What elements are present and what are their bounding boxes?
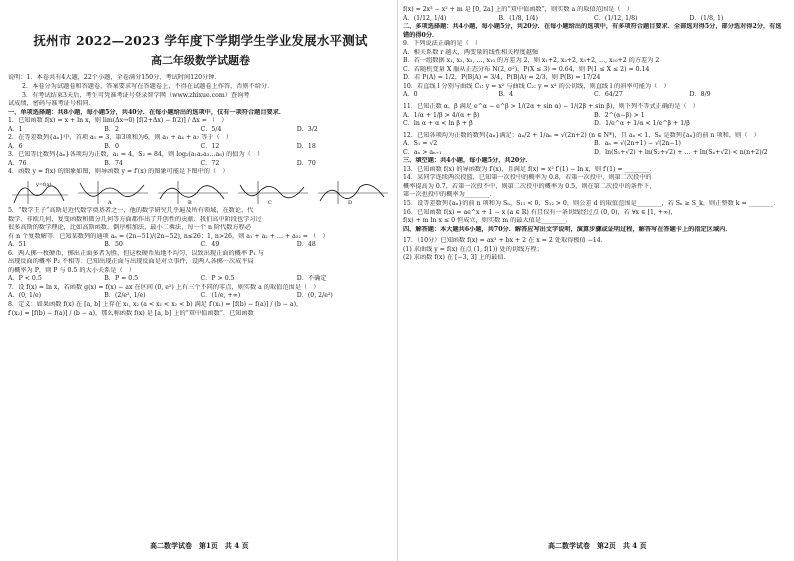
page-footer-right: 高二数学试卷 第2页 共 4 页 xyxy=(548,541,647,550)
question-14-line: 14．某同学连续两次投篮，已知第一次投中的概率为 0.8，若第一次投中，则第二次投中的 xyxy=(403,174,652,182)
question-4: 4．函数 y = f(x) 的图象如图，则导函数 y = f′(x) 的图象可能是下图中的（ ） xyxy=(8,168,229,176)
question-14-line: 第一次也投中的概率为________． xyxy=(403,191,496,199)
question-11: 11．已知正数 α，β 满足 e^α − e^β > 1/(2α + sin α) − 1/(2β + sin β)，则下列不等式正确的是（ ） xyxy=(403,103,699,111)
question-10-options xyxy=(403,91,785,100)
graph-option-b xyxy=(158,181,228,205)
question-12: 12．已知各项均为正数的数列{aₙ}满足：aₙ/2 + 1/aₙ = √(2n+2) (n ∈ N*)，且 aₙ < 1，Sₙ 是数列{aₙ}的前 n 项和，则（ ） xyxy=(403,131,760,139)
question-9: 9．下列说法正确的是（ ） xyxy=(403,40,482,48)
option: C．49 xyxy=(200,241,220,249)
page-footer-left: 高二数学试卷 第1页 共 4 页 xyxy=(150,541,249,550)
note-line: 3．有考试结束3天后，考生可凭准考证号登录智学网（www.zhixue.com）查询考 xyxy=(22,91,250,99)
option: D．不确定 xyxy=(296,275,327,283)
exam-subtitle: 高二年级数学试题卷 xyxy=(151,54,250,68)
option: C．12 xyxy=(200,142,220,150)
page-fold xyxy=(397,0,398,561)
question-3-options xyxy=(8,160,393,169)
question-16-line: 16．已知函数 f(x) = ae^x + 1 − x (a ∈ R) 有且仅有一条切线经过点 (0, 0)，若 ∀x ∈ [1, +∞)， xyxy=(403,208,677,216)
graph-label: B xyxy=(188,199,192,205)
question-5-line: 很多高斯的数学理论，比如高斯函数、倒序相加法、最小二乘法、每一个 n 阶代数方程必 xyxy=(8,224,252,232)
option: B．2 xyxy=(104,125,119,133)
option: D．(0, 2/e²) xyxy=(296,292,333,300)
option: D．3/2 xyxy=(296,125,318,133)
graph-option-d xyxy=(318,181,388,205)
question-5-line: 数学、非欧几何、复变函数和微分几何等方面都作出了开创性的贡献．我们高中阶段也学习过 xyxy=(8,215,262,223)
option: B．4 xyxy=(498,91,514,99)
option: B．74 xyxy=(104,159,123,167)
section-heading: 一、单项选择题：共8小题，每小题5分，共40分．在每小题给出的选项中，仅有一项符合题目要求． xyxy=(8,108,286,116)
question-13: 13．已知函数 f(x) 的导函数为 f′(x)，且满足 f(x) = x² f′(1) − ln x，则 f′(1) = ________． xyxy=(403,165,656,173)
option: A．0 xyxy=(403,91,418,99)
question-3: 3．已知等比数列{aₙ}各项均为正数，a₁ = 4，S₂ = 84，则 log₂(a₁a₂a₃…a₆) 的值为（ ） xyxy=(8,151,264,159)
question-6-line: 6．两人掷一枚硬币，掷出正面多者为胜，但这枚硬币质地不均匀，以致出现正面的概率 P₁ 与 xyxy=(8,249,264,257)
option: A．(1/12, 1/4) xyxy=(403,14,447,22)
section-heading: 二、多项选择题：共4小题，每小题5分，共20分．在每小题给出的选项中，有多项符合题目要求．全部选对得5分，部分选对得2分，有选错的得0分． xyxy=(403,23,782,39)
question-6-line: 出现反面的概率 P₂ 不相等．已知出现正面与出现反面是对立事件，设两人各掷一次成平局 xyxy=(8,258,254,266)
option: D．(1/8, 1) xyxy=(689,14,724,22)
question-7-options xyxy=(8,292,393,301)
question-14-line: 概率提高为 0.7，若第一次投不中，则第二次投中的概率为 0.5，则在第二次投中的条件下， xyxy=(403,182,656,190)
option: D．若 P(A) = 1/2，P(B|A) = 3/4，P(B|Ā) = 2/3，则 P(B) = 17/24 xyxy=(403,74,601,82)
option: D．70 xyxy=(296,159,316,167)
option: B．0 xyxy=(104,142,119,150)
option: B．50 xyxy=(104,241,123,249)
option: B．(1/8, 1/4) xyxy=(498,14,538,22)
left-page xyxy=(8,6,393,553)
question-17-part: (1) 求曲线 y = f(x) 在点 (1, f(1)) 处的切线方程； xyxy=(403,245,543,253)
option: A．51 xyxy=(8,241,27,249)
option: B．P = 0.5 xyxy=(104,275,139,283)
option: C．(1/e, +∞) xyxy=(200,292,241,300)
exam-title: 抚州市 2022—2023 学年度下学期学生学业发展水平测试 xyxy=(33,33,368,48)
graph-original xyxy=(12,181,68,204)
option: C．64/27 xyxy=(594,91,623,99)
option: B．若一组数据 x₁, x₂, x₃, …, x₁₀ 的方差为 2，则 x₁+2, x₂+2, x₃+2, …, x₁₀+2 的方差为 2 xyxy=(403,57,660,65)
option: B．aₙ = √(2n+1) − √(2n−1) xyxy=(594,140,681,148)
graph-option-c xyxy=(238,181,308,205)
question-8-options xyxy=(403,15,785,24)
graph-label: D xyxy=(348,199,353,205)
option: D．18 xyxy=(296,142,316,150)
option: D．8/9 xyxy=(689,91,711,99)
graph-label: C xyxy=(268,199,272,205)
option: D．1/e^α + 1/α < 1/e^β + 1/β xyxy=(594,120,690,128)
option: A．6 xyxy=(8,142,23,150)
question-7: 7．设 f(x) = ln x，若函数 g(x) = f(x) − ax 在区间 (0, e²) 上有三个不同的零点，则实数 a 的取值范围是（ ） xyxy=(8,283,320,291)
question-15: 15．设等差数列{aₙ}的前 n 项和为 Sₙ，S₁₁ < 0，S₁₂ > 0，则公差 d 的取值范围是________，若 Sₙ ≥ S_k，则正整数 k = ________． xyxy=(403,200,780,208)
graph-label: y=f(x) xyxy=(36,181,52,188)
option: A．76 xyxy=(8,159,27,167)
note-line: 2．本卷分为试题卷和答题卷，答案要求写在答题卷上，不得在试题卷上作答，否则不给分． xyxy=(22,82,274,90)
graph-option-a xyxy=(78,181,148,205)
question-17: 17．（10分）已知函数 f(x) = ax³ + bx + 2 在 x = 2 处取得极值 −14． xyxy=(403,237,607,245)
option: A．P < 0.5 xyxy=(8,275,42,283)
question-8-line: f′(x₂) = [f(b) − f(a)] / (b − a)，那么称函数 f(x) 是 [a, b] 上的“双中值函数”．已知函数 xyxy=(8,309,254,317)
option: C．aₙ > aₙ₊₁ xyxy=(403,148,442,156)
question-5-line: 5．“数学王子”高斯是近代数学奠基者之一，他的数学研究几乎遍及所有领域，在数论、代 xyxy=(8,206,254,214)
question-5-line: 有 n 个复数解等．已知某数列的通项 aₙ = (2n−51)/(2n−52), n≤26；1, n>26，则 a₁ + a₂ + … + a₅₂ = （ ） xyxy=(8,232,329,240)
graph-figures xyxy=(8,179,393,205)
question-5-options xyxy=(8,241,393,250)
option: A．S₁ = √2 xyxy=(403,140,438,148)
question-1-options xyxy=(8,126,393,135)
option: D．48 xyxy=(296,241,316,249)
question-8-line: 8．定义：如果函数 f(x) 在 [a, b] 上存在 x₁, x₂ (a < x₁ < x₂ < b) 满足 f′(x₁) = [f(b) − f(a)] / (b − a)， xyxy=(8,301,303,308)
option: A．(0, 1/e) xyxy=(8,292,42,300)
question-8-continued: f(x) = 2x³ − x² + m 是 [0, 2a] 上的“双中值函数”，则实数 a 的取值范围是（ ） xyxy=(403,6,633,13)
option: C．72 xyxy=(200,159,220,167)
option: C．P > 0.5 xyxy=(200,275,235,283)
option: B．2^(α−β) > 1 xyxy=(594,111,645,119)
question-4-figures xyxy=(8,179,393,205)
option: A．1/α + 1/β > 4/(α + β) xyxy=(403,111,480,119)
question-6-line: 的概率为 P，则 P 与 0.5 的大小关系是（ ） xyxy=(8,266,135,274)
option: B．(2/e², 1/e) xyxy=(104,292,146,300)
question-10: 10．若直线 l 分别与曲线 C₁: y = x² 与曲线 C₂: y = x³ 的公切线，则直线 l 的斜率可能为（ ） xyxy=(403,82,670,90)
section-heading: 四、解答题：本大题共6小题，共70分．解答应写出文字说明，演算步骤或证明过程，解答写在答题卡上的指定区域内． xyxy=(403,225,732,233)
note-line: 试成绩，密码与准考证号相同． xyxy=(8,100,95,108)
option: C．5/4 xyxy=(200,125,222,133)
question-17-part: (2) 求函数 f(x) 在 [−3, 3] 上的最值． xyxy=(403,254,510,262)
question-2-options xyxy=(8,143,393,152)
option: C．ln α + α < ln β + β xyxy=(403,120,473,128)
graph-label: A xyxy=(108,199,112,205)
question-11-options xyxy=(403,112,785,129)
question-6-options xyxy=(8,275,393,284)
question-2: 2．在等差数列{aₙ}中，首项 a₁ = 3，第3项和为6，则 a₁ + a₄ + a₇ 等于（ ） xyxy=(8,134,233,142)
right-page xyxy=(403,6,785,553)
option: A．相关系数 r 越大，两变量的线性相关程度越强 xyxy=(403,48,539,56)
section-heading: 三、填空题：共4小题，每小题5分，共20分． xyxy=(403,157,532,165)
question-1: 1．已知函数 f(x) = x + ln x，则 lim(Δx→0) [f(2+Δx) − f(2)] / Δx = （ ） xyxy=(8,117,228,125)
question-12-options xyxy=(403,140,785,157)
question-16-line: f(x) + m ln x ≤ 0 恒成立，则实数 m 的最大值是________． xyxy=(403,217,572,225)
note-line: 说明：1．本卷共有4大题，22个小题，全卷满分150分，考试时间120分钟． xyxy=(8,74,221,82)
option: D．ln(S₁+√2) + ln(S₂+√2) + … + ln(Sₙ+√2) < n(n+2)/2 xyxy=(594,148,768,156)
option: C．(1/12, 1/8) xyxy=(594,14,638,22)
option: C．若随机变量 X 服从正态分布 N(2, σ²)，P(X ≤ 3) = 0.64，则 P(1 ≤ X ≤ 2) = 0.14 xyxy=(403,65,650,73)
option: A．1 xyxy=(8,125,23,133)
